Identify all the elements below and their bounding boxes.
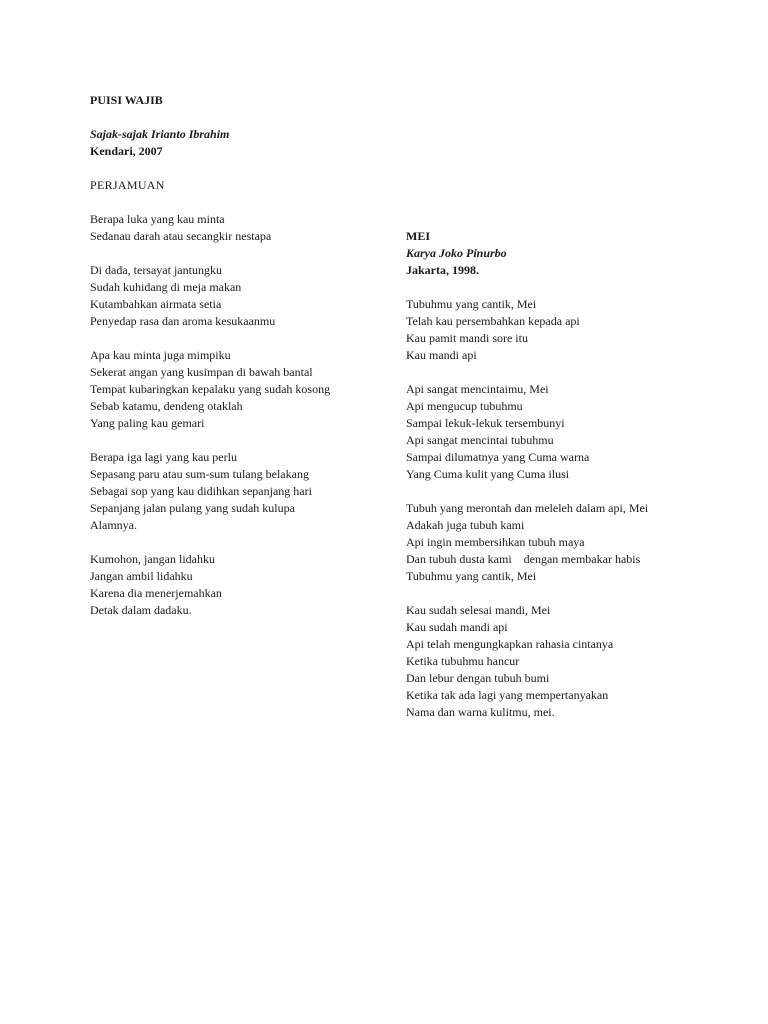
poem-line: Kumohon, jangan lidahku — [90, 552, 215, 566]
poem-line: Telah kau persembahkan kepada api — [406, 314, 580, 328]
left-poem-author: Sajak-sajak Irianto Ibrahim — [90, 127, 230, 141]
poem-line: Api telah mengungkapkan rahasia cintanya — [406, 637, 614, 651]
poem-line: Sepanjang jalan pulang yang sudah kulupa — [90, 501, 295, 515]
poem-line: Kau sudah mandi api — [406, 620, 508, 634]
poem-line: Sampai lekuk-lekuk tersembunyi — [406, 416, 565, 430]
left-stanza-2 — [90, 262, 275, 330]
poem-line: Apa kau minta juga mimpiku — [90, 348, 231, 362]
poem-line: Adakah juga tubuh kami — [406, 518, 525, 532]
poem-line: Jangan ambil lidahku — [90, 569, 193, 583]
poem-line: Tempat kubaringkan kepalaku yang sudah kosong — [90, 382, 331, 396]
doc-heading: PUISI WAJIB — [90, 93, 163, 107]
poem-line: Kau pamit mandi sore itu — [406, 331, 528, 345]
left-stanza-5 — [90, 551, 222, 619]
poem-line: Api sangat mencintai tubuhmu — [406, 433, 554, 447]
poem-line: Sedanau darah atau secangkir nestapa — [90, 229, 272, 243]
poem-line: Ketika tubuhmu hancur — [406, 654, 520, 668]
right-poem-title: MEI — [406, 229, 430, 243]
poem-line: Tubuhmu yang cantik, Mei — [406, 569, 537, 583]
poem-line: Sudah kuhidang di meja makan — [90, 280, 242, 294]
right-poem-author: Karya Joko Pinurbo — [406, 246, 507, 260]
right-stanza-1 — [406, 296, 580, 364]
poem-line: Detak dalam dadaku. — [90, 603, 192, 617]
poem-line: Nama dan warna kulitmu, mei. — [406, 705, 555, 719]
right-stanza-2 — [406, 381, 589, 483]
poem-line: Sebagai sop yang kau didihkan sepanjang hari — [90, 484, 312, 498]
poem-line: Sampai dilumatnya yang Cuma warna — [406, 450, 590, 464]
right-stanza-4 — [406, 602, 613, 721]
poem-line: Api ingin membersihkan tubuh maya — [406, 535, 585, 549]
left-stanza-1 — [90, 211, 271, 245]
left-stanza-3 — [90, 347, 330, 432]
poem-line: Tubuh yang merontah dan meleleh dalam api, Mei — [406, 501, 649, 515]
poem-line: Kau sudah selesai mandi, Mei — [406, 603, 551, 617]
poem-line: Dan lebur dengan tubuh bumi — [406, 671, 550, 685]
poem-line: Api mengucup tubuhmu — [406, 399, 523, 413]
right-stanza-3 — [406, 500, 648, 585]
poem-line: Penyedap rasa dan aroma kesukaanmu — [90, 314, 276, 328]
poem-line: Berapa iga lagi yang kau perlu — [90, 450, 237, 464]
poem-line: Tubuhmu yang cantik, Mei — [406, 297, 537, 311]
poem-line: Dan tubuh dusta kami dengan membakar habis — [406, 552, 641, 566]
poem-line: Ketika tak ada lagi yang mempertanyakan — [406, 688, 609, 702]
left-poem-title: PERJAMUAN — [90, 178, 165, 192]
left-poem-place-date: Kendari, 2007 — [90, 144, 163, 158]
poem-line: Sekerat angan yang kusimpan di bawah bantal — [90, 365, 313, 379]
poem-line: Sepasang paru atau sum-sum tulang belakang — [90, 467, 309, 481]
poem-line: Alamnya. — [90, 518, 137, 532]
poem-line: Yang Cuma kulit yang Cuma ilusi — [406, 467, 570, 481]
poem-line: Kutambahkan airmata setia — [90, 297, 222, 311]
poem-line: Api sangat mencintaimu, Mei — [406, 382, 549, 396]
right-poem-place-date: Jakarta, 1998. — [406, 263, 479, 277]
poem-line: Karena dia menerjemahkan — [90, 586, 222, 600]
poem-line: Di dada, tersayat jantungku — [90, 263, 222, 277]
poem-line: Kau mandi api — [406, 348, 477, 362]
poem-line: Sebab katamu, dendeng otaklah — [90, 399, 243, 413]
poem-line: Berapa luka yang kau minta — [90, 212, 225, 226]
left-stanza-4 — [90, 449, 312, 534]
poem-line: Yang paling kau gemari — [90, 416, 205, 430]
